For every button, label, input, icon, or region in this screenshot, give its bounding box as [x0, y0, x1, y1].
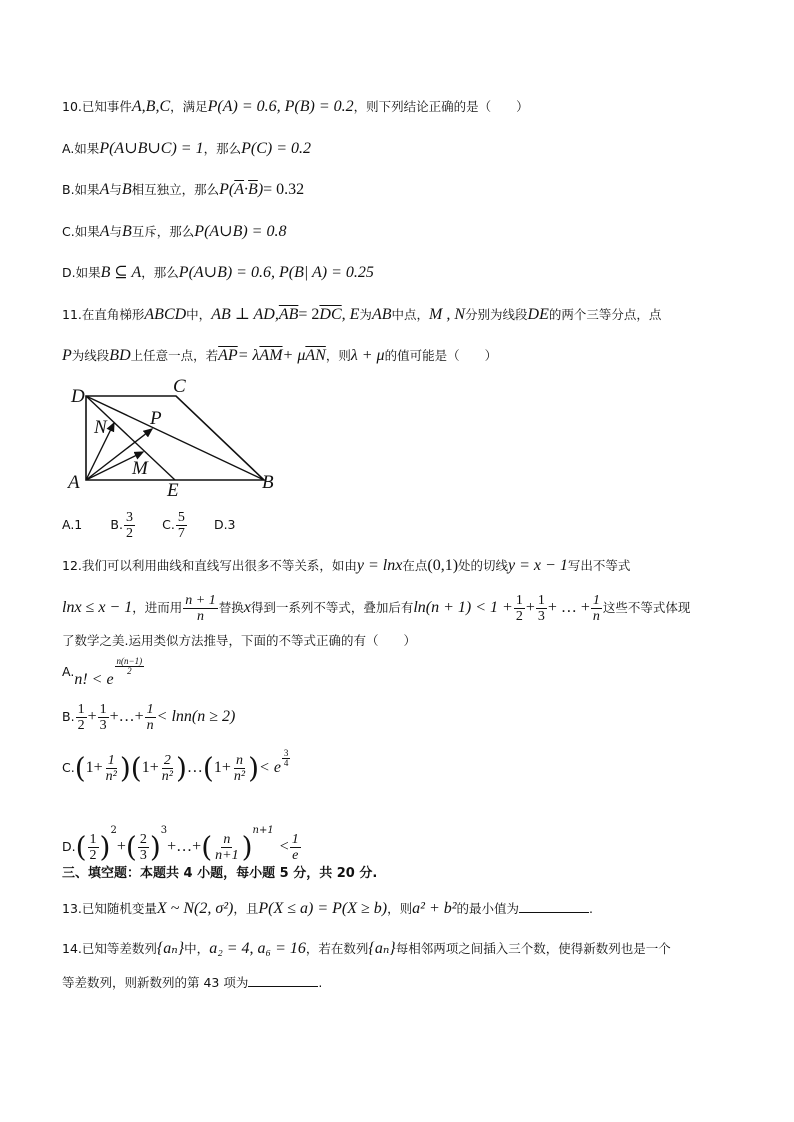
q11-text: 11.在直角梯形 — [62, 307, 145, 322]
q13-math: P(X ≤ a) = P(X ≥ b) — [258, 900, 388, 917]
q12-option-c: C.(1+ $\frac{1}{\text{n²}}$ )(1+ $\frac{2}{\text{n²}}$ )…(1+ $\frac{n}{\text{n²}}$ )< e $\frac{3}{4}$ — [62, 748, 289, 785]
option-a: A.1 — [62, 517, 83, 532]
answer-blank — [519, 898, 589, 913]
q10-option-c — [62, 222, 286, 243]
vector-am: $\overline{AM}$ — [259, 347, 283, 364]
numerator: n + 1 — [185, 593, 216, 608]
option-label: D.如果 — [62, 265, 101, 280]
q12-fraction — [514, 593, 525, 624]
q12-text: 替换 — [218, 600, 244, 615]
exponent: n+1 — [252, 825, 274, 836]
option-label: B. — [62, 709, 75, 724]
q12-text: 这些不等式体现 — [602, 600, 691, 615]
q11-text: 上任意一点，若 — [130, 348, 219, 363]
d-fraction — [88, 832, 99, 863]
option-math: B ⊆ A — [100, 264, 142, 281]
q10-probabilities: P(A) = 0.6, P(B) = 0.2 — [207, 98, 354, 115]
q14-math: a₂ = 4, a₆ = 16 — [209, 940, 306, 957]
q11-text: ，则 — [325, 348, 351, 363]
option-b-fraction — [124, 510, 135, 541]
b-fraction — [145, 702, 156, 733]
vector-an: $\overline{AN}$ — [305, 347, 326, 364]
q11-text: 的值可能是（ ） — [384, 348, 498, 363]
option-math: 1+ — [213, 759, 231, 776]
vector-ab: $\overline{AB}$ — [278, 306, 299, 323]
option-label: C. — [62, 760, 75, 775]
denominator: 2 — [127, 666, 132, 676]
numerator: 1 — [592, 593, 600, 608]
label-m: M — [132, 458, 148, 479]
numerator: n — [235, 753, 243, 768]
segment-de — [86, 396, 175, 480]
q12-option-b: B. $\frac{1}{2}$ + $\frac{1}{3}$ +…+ $\frac{1}{n}$ < lnn(n ≥ 2) — [62, 702, 236, 733]
option-math: < — [279, 838, 289, 855]
q13-math: X ~ N(2, σ²) — [156, 900, 234, 917]
q10-option-a — [62, 139, 311, 160]
option-label: C.如果 — [62, 224, 100, 239]
q14-text: 14.已知等差数列 — [62, 941, 157, 956]
label-a: A — [68, 472, 80, 493]
q12-line1 — [62, 556, 630, 577]
q10-text: 10.已知事件 — [62, 99, 132, 114]
q11-text: 为 — [359, 307, 372, 322]
q11-text: 的两个三等分点，点 — [548, 307, 662, 322]
denominator: n+1 — [215, 848, 239, 863]
option-math: P(A∪B) = 0.6, P(B| A) = 0.25 — [178, 264, 374, 281]
event-a: A — [99, 223, 110, 240]
answer-blank — [248, 972, 318, 987]
q11-text: 分别为线段 — [465, 307, 528, 322]
q11-text: 中点， — [391, 307, 429, 322]
option-math: n! < e — [74, 671, 114, 688]
option-b-label: B. — [110, 517, 123, 532]
option-math: P(A∪B∪C) = 1 — [99, 140, 204, 157]
c-fraction — [232, 753, 247, 784]
option-c-fraction — [176, 510, 187, 541]
option-label: B.如果 — [62, 182, 100, 197]
q11-stem-line1 — [62, 305, 661, 326]
q14-text: 等差数列，则新数列的第 43 项为 — [62, 975, 249, 990]
q13-text: ，且 — [233, 901, 259, 916]
q11-stem-line2 — [62, 346, 497, 367]
option-math: P(A∪B) = 0.8 — [194, 223, 287, 240]
q12-math: + … + — [547, 599, 590, 616]
trapezoid-figure — [62, 374, 292, 504]
denominator: n — [146, 718, 154, 733]
option-text: 与 — [109, 182, 122, 197]
q11-text: 中， — [186, 307, 212, 322]
q12-text: 12.我们可以利用曲线和直线写出很多不等关系，如由 — [62, 558, 357, 573]
b-fraction — [76, 702, 87, 733]
option-math: P(C) = 0.2 — [241, 140, 311, 157]
d-fraction — [213, 832, 240, 863]
option-text: 相互独立，那么 — [131, 182, 220, 197]
c-exponent — [282, 749, 291, 768]
q10-text: ，满足 — [170, 99, 208, 114]
d-fraction — [138, 832, 149, 863]
q12-text: 写出不等式 — [567, 558, 631, 573]
denominator: 4 — [283, 758, 289, 768]
option-math: 1+ — [85, 759, 103, 776]
denominator: e — [292, 848, 299, 863]
numerator: 1 — [291, 832, 299, 847]
numerator: n(n−1) — [116, 656, 143, 666]
q12-option-a — [62, 656, 145, 692]
c-fraction — [104, 753, 119, 784]
q14-math: {aₙ} — [368, 940, 396, 957]
option-text: ，那么 — [203, 141, 242, 156]
option-d: D.3 — [213, 517, 236, 532]
q13-math: a² + b² — [412, 900, 457, 917]
exponent: 2 — [110, 825, 117, 836]
option-label: A.如果 — [62, 141, 100, 156]
numerator: 1 — [146, 702, 154, 717]
q11-math: = λ — [237, 347, 260, 364]
option-math: 1+ — [141, 759, 159, 776]
q13-text: 的最小值为 — [456, 901, 520, 916]
label-n: N — [94, 417, 107, 438]
denominator: n² — [105, 769, 117, 784]
option-math: +…+ — [167, 838, 202, 855]
numerator: 5 — [177, 510, 185, 525]
q12-math: y = lnx — [356, 557, 403, 574]
q11-text: 为线段 — [71, 348, 110, 363]
option-math: < lnn(n ≥ 2) — [156, 708, 236, 725]
q11-math: DE — [527, 306, 549, 323]
q14-text: . — [318, 975, 323, 990]
label-b: B — [262, 472, 274, 493]
numerator: 1 — [515, 593, 523, 608]
q12-line2: lnx ≤ x − 1，进而用 $\frac{n + 1}{n}$ 替换x得到一系列不等式，叠加后有ln(n + 1) < 1 + $\frac{1}{2}$ + $\frac{1}{3}$ + … + $\frac{1}{n}$ 这些不等式体现 — [62, 593, 691, 624]
option-math: = 0.32 — [263, 181, 305, 198]
q13-stem — [62, 898, 593, 920]
numerator: 1 — [89, 832, 97, 847]
denominator: 3 — [139, 848, 147, 863]
denominator: n — [196, 609, 204, 624]
q10-option-b — [62, 180, 304, 201]
option-c-label: C. — [162, 517, 175, 532]
q11-math: , E — [341, 306, 360, 323]
option-math: … — [186, 759, 203, 776]
numerator: 2 — [139, 832, 147, 847]
event-b: B — [122, 223, 132, 240]
q11-math: AB ⊥ AD, — [211, 306, 279, 323]
q14-text: 每相邻两项之间插入三个数，使得新数列也是一个 — [395, 941, 671, 956]
c-fraction — [160, 753, 175, 784]
q11-math: P — [62, 347, 72, 364]
numerator: 1 — [77, 702, 85, 717]
q14-stem-line2 — [62, 972, 322, 994]
denominator: 7 — [177, 526, 185, 541]
q12-math: x — [243, 599, 251, 616]
q11-math: AB — [371, 306, 392, 323]
q12-text: ，进而用 — [132, 600, 183, 615]
option-math: $P(\overline{A}\cdot\overline{B})$ — [219, 181, 264, 198]
denominator: 2 — [77, 718, 85, 733]
q11-math: BD — [109, 347, 131, 364]
numerator: 3 — [283, 748, 289, 758]
label-p: P — [150, 408, 162, 429]
q11-math: + μ — [282, 347, 306, 364]
q12-text: 处的切线 — [458, 558, 509, 573]
option-text: 与 — [109, 224, 122, 239]
q12-text: 在点 — [402, 558, 428, 573]
q12-math: (0,1) — [427, 557, 459, 574]
q12-math: y = x − 1 — [508, 557, 568, 574]
b-fraction — [98, 702, 109, 733]
vector-dc: $\overline{DC}$ — [319, 306, 342, 323]
q10-stem — [62, 97, 529, 118]
denominator: 2 — [515, 609, 523, 624]
q13-text: . — [589, 901, 594, 916]
denominator: n — [592, 609, 600, 624]
numerator: 2 — [163, 753, 171, 768]
denominator: 3 — [99, 718, 107, 733]
label-e: E — [167, 480, 179, 501]
q11-math: = 2 — [298, 306, 320, 323]
q11-math: ABCD — [144, 306, 187, 323]
d-fraction — [290, 832, 301, 863]
q12-line3: 了数学之美.运用类似方法推导，下面的不等式正确的有（ ） — [62, 633, 416, 648]
numerator: 1 — [99, 702, 107, 717]
event-a: A — [99, 181, 110, 198]
option-exponent — [115, 657, 145, 676]
section-heading: 三、填空题：本题共 4 小题，每小题 5 分，共 20 分. — [62, 866, 378, 881]
q10-text: ，则下列结论正确的是（ ） — [353, 99, 529, 114]
option-math: +…+ — [109, 708, 144, 725]
q10-events: A,B,C — [131, 98, 171, 115]
numerator: 1 — [537, 593, 545, 608]
q11-math: M , N — [429, 306, 465, 323]
label-c: C — [173, 376, 186, 397]
exponent: 3 — [160, 825, 168, 836]
numerator: n — [223, 832, 231, 847]
q10-option-d — [62, 263, 374, 284]
q12-math: lnx ≤ x − 1 — [62, 599, 133, 616]
q12-math: ln(n + 1) < 1 + — [413, 599, 513, 616]
option-text: ，那么 — [141, 265, 179, 280]
vector-ap: $\overline{AP}$ — [218, 347, 238, 364]
numerator: 3 — [125, 510, 133, 525]
denominator: 2 — [125, 526, 133, 541]
q12-fraction — [183, 593, 217, 624]
event-b: B — [121, 181, 132, 198]
q14-stem-line1 — [62, 939, 671, 960]
q13-text: ，则 — [387, 901, 413, 916]
numerator: 1 — [107, 753, 115, 768]
denominator: n² — [233, 769, 246, 784]
denominator: 3 — [537, 609, 545, 624]
q13-text: 13.已知随机变量 — [62, 901, 157, 916]
label-d: D — [71, 386, 85, 407]
option-math: < e — [259, 759, 281, 776]
option-text: 互斥，那么 — [131, 224, 195, 239]
q14-math: {aₙ} — [156, 940, 185, 957]
option-label: A. — [62, 664, 75, 679]
q14-text: ，若在数列 — [305, 941, 369, 956]
q12-text: 得到一系列不等式，叠加后有 — [250, 600, 414, 615]
q12-fraction — [536, 593, 547, 624]
q11-math: λ + μ — [350, 347, 385, 364]
denominator: 2 — [89, 848, 97, 863]
denominator: n² — [161, 769, 173, 784]
q11-options — [62, 506, 236, 544]
q12-fraction — [591, 593, 602, 624]
option-label: D. — [62, 839, 76, 854]
q14-text: 中， — [184, 941, 210, 956]
q12-option-d: D.( $\frac{1}{2}$ )$^2$+( $\frac{2}{3}$ )$^3$+…+( $\frac{n}{n+1}$ )$^{n+1}$< $\frac{1}{e}$ — [62, 825, 299, 864]
